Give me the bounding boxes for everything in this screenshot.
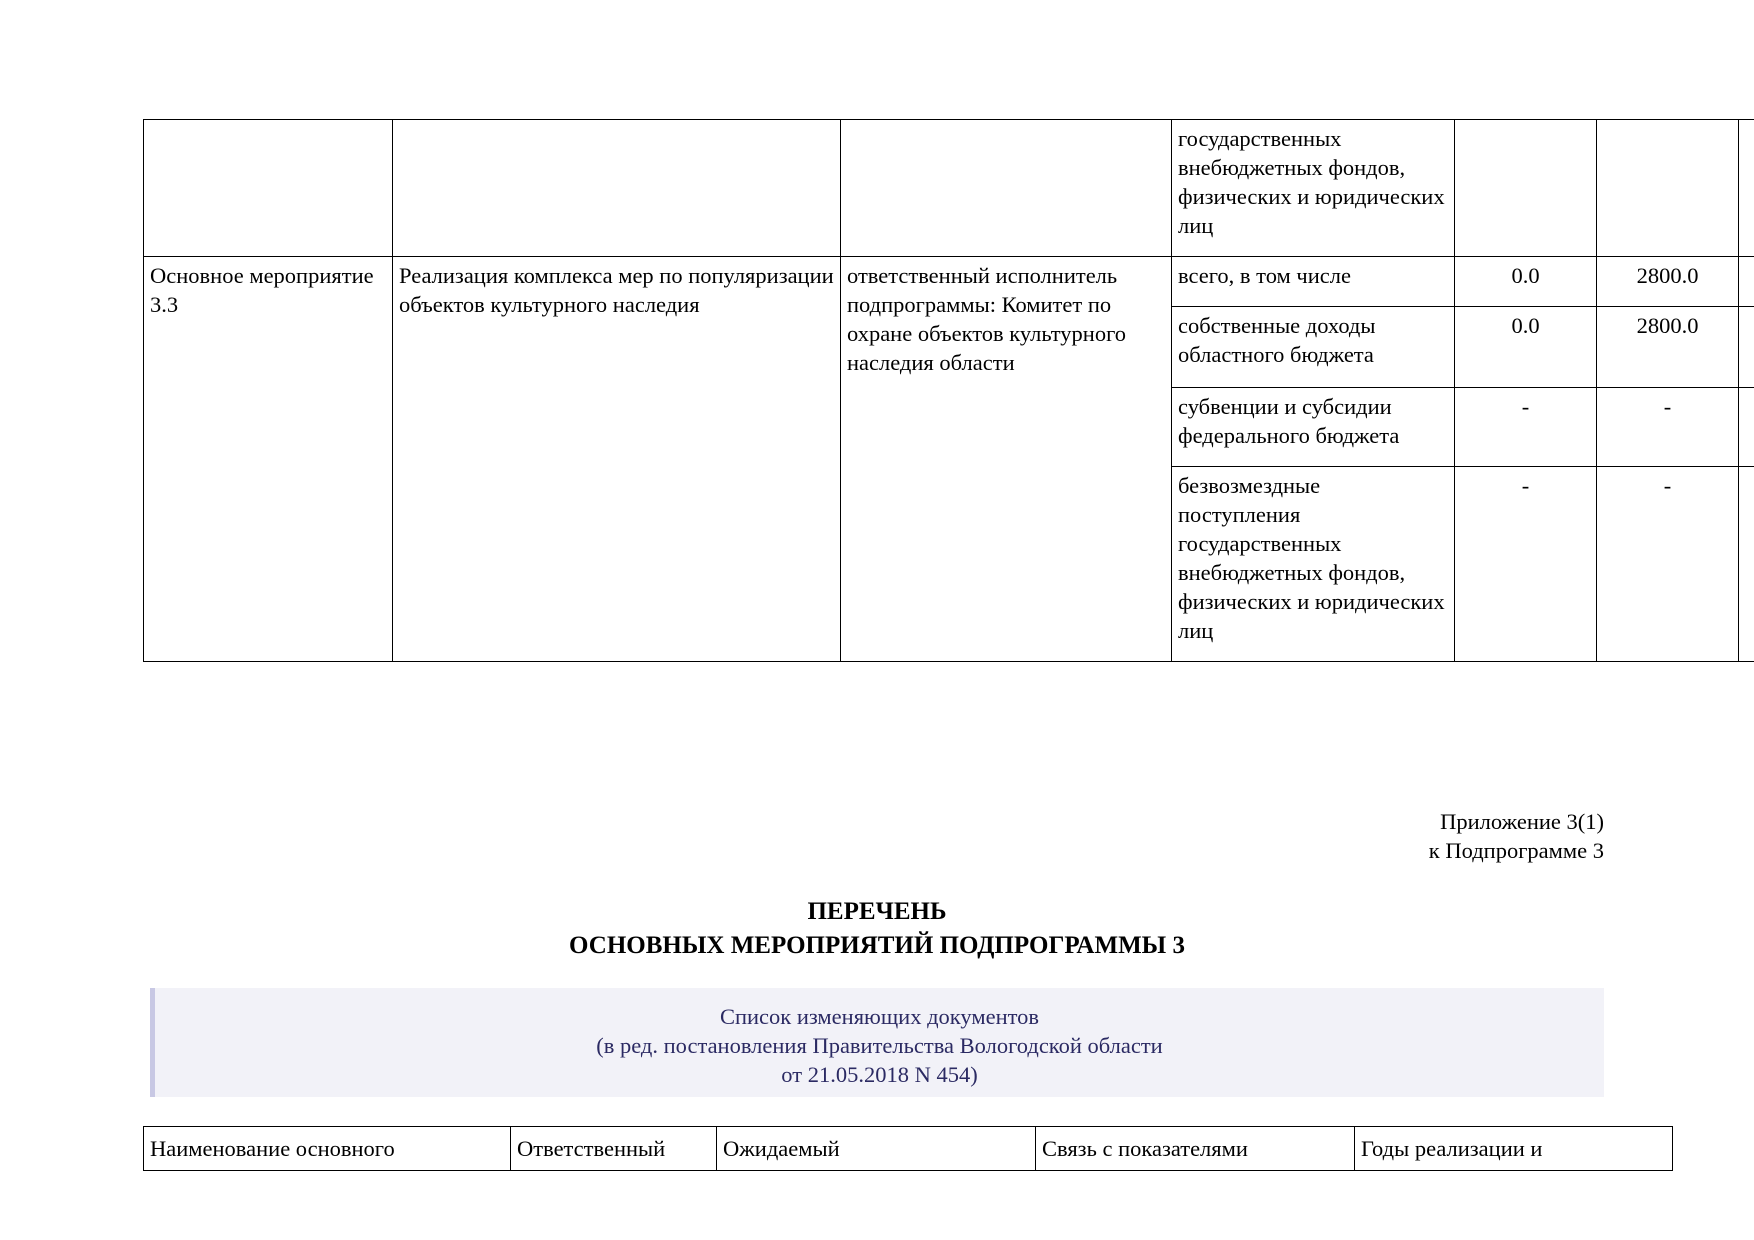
value-cell: 2800.0 [1597, 257, 1739, 307]
source-cell: собственные доходы областного бюджета [1172, 307, 1455, 388]
page-title: ПЕРЕЧЕНЬ ОСНОВНЫХ МЕРОПРИЯТИЙ ПОДПРОГРАММЫ 3 [569, 898, 1185, 959]
changes-box: Список изменяющих документов (в ред. постановления Правительства Вологодской области от 21.05.2018 N 454) [150, 988, 1604, 1097]
measure-name: Реализация комплекса мер по популяризации объектов культурного наследия [393, 257, 841, 662]
value-cell: 0.0 [1455, 307, 1597, 388]
column-header: Связь с показателями [1036, 1127, 1355, 1171]
value-cell: - [1597, 467, 1739, 662]
measures-table [143, 1126, 1673, 1171]
value-cell: 0.0 [1455, 257, 1597, 307]
value-cell: - [1455, 467, 1597, 662]
funding-table [143, 119, 1754, 662]
appendix-label: Приложение 3(1) к Подпрограмме 3 [1428, 809, 1604, 863]
column-header: Ответственный [511, 1127, 717, 1171]
source-cell: всего, в том числе [1172, 257, 1455, 307]
source-cell: безвозмездные поступления государственных внебюджетных фондов, физических и юридических лиц [1172, 467, 1455, 662]
amendment-link[interactable]: (в ред. постановления Правительства Вологодской области [596, 1033, 1163, 1058]
column-header: Годы реализации и [1355, 1127, 1673, 1171]
source-cell: государственных внебюджетных фондов, физических и юридических лиц [1172, 120, 1455, 257]
table-header-row [144, 1127, 1673, 1171]
value-cell: 2800.0 [1597, 307, 1739, 388]
value-cell: - [1455, 388, 1597, 467]
column-header: Ожидаемый [717, 1127, 1036, 1171]
value-cell: - [1597, 388, 1739, 467]
measure-executor: ответственный исполнитель подпрограммы: Комитет по охране объектов культурного наследия области [841, 257, 1172, 662]
table-row [144, 257, 1754, 307]
measure-code: Основное мероприятие 3.3 [144, 257, 393, 662]
column-header: Наименование основного [144, 1127, 511, 1171]
table-row [144, 120, 1754, 257]
source-cell: субвенции и субсидии федерального бюджета [1172, 388, 1455, 467]
